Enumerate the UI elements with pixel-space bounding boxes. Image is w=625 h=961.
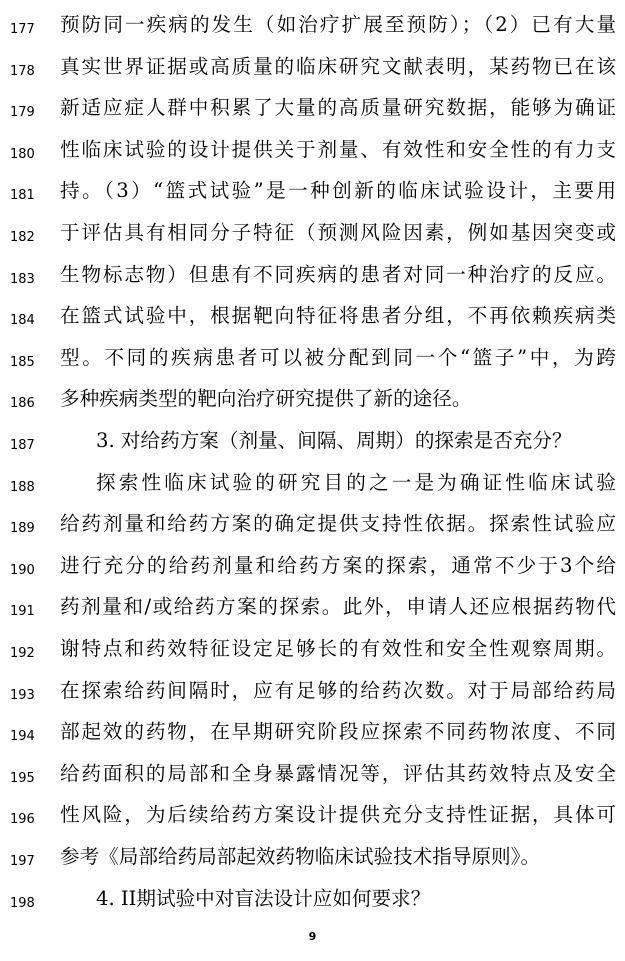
body-text: 谢特点和药效特征设定足够长的有效性和安全性观察周期。	[60, 637, 616, 660]
page-number: 9	[308, 930, 317, 943]
text-line	[0, 93, 625, 135]
body-text: 给药面积的局部和全身暴露情况等，评估其药效特点及安全	[60, 761, 616, 785]
line-number: 188	[10, 479, 35, 495]
body-text: 持。（3）“篮式试验”是一种创新的临床试验设计，主要用	[60, 179, 616, 203]
body-text: 性临床试验的设计提供关于剂量、有效性和安全性的有力支	[60, 137, 616, 161]
line-number: 192	[10, 646, 35, 661]
line-number: 184	[10, 313, 35, 329]
body-text: 生物标志物）但患有不同疾病的患者对同一种治疗的反应。	[60, 262, 616, 286]
line-number: 179	[10, 105, 35, 121]
line-number: 182	[10, 230, 35, 245]
text-line	[0, 135, 625, 177]
line-number: 190	[10, 562, 35, 578]
body-text: 参考《局部给药局部起效药物临床试验技术指导原则》。	[60, 845, 541, 868]
text-line	[0, 551, 625, 593]
text-line	[0, 301, 625, 343]
body-text: 性风险，为后续给药方案设计提供充分支持性证据，具体可	[60, 803, 616, 827]
body-text: 多种疾病类型的靶向治疗研究提供了新的途径。	[60, 387, 472, 411]
line-number: 187	[10, 438, 35, 453]
line-number: 197	[10, 854, 35, 869]
body-text: 新适应症人群中积累了大量的高质量研究数据，能够为确证	[60, 96, 616, 120]
text-line	[0, 52, 625, 94]
text-line	[0, 884, 625, 926]
line-number: 189	[10, 521, 35, 537]
text-line	[0, 509, 625, 551]
text-line	[0, 676, 625, 718]
line-number: 194	[10, 729, 35, 745]
body-text: 预防同一疾病的发生（如治疗扩展至预防）；（2）已有大量	[60, 13, 616, 36]
line-number: 181	[10, 188, 35, 204]
body-text: 进行充分的给药剂量和给药方案的探索，通常不少于3个给	[60, 553, 616, 577]
body-text: 于评估具有相同分子特征（预测风险因素，例如基因突变或	[60, 221, 616, 244]
text-line	[0, 468, 625, 510]
text-line	[0, 759, 625, 801]
text-line	[0, 343, 625, 385]
section-heading: 4. II期试验中对盲法设计应如何要求？	[96, 886, 431, 910]
body-text: 型。不同的疾病患者可以被分配到同一个“篮子”中，为跨	[60, 345, 616, 369]
text-line	[0, 800, 625, 842]
text-line	[0, 592, 625, 634]
text-line	[0, 717, 625, 759]
text-line	[0, 10, 625, 52]
line-number: 186	[10, 396, 35, 412]
text-line	[0, 426, 625, 468]
line-number: 191	[10, 604, 35, 620]
body-text: 给药剂量和给药方案的确定提供支持性依据。探索性试验应	[60, 512, 616, 536]
body-text: 真实世界证据或高质量的临床研究文献表明，某药物已在该	[60, 54, 616, 78]
body-text: 部起效的药物，在早期研究阶段应探索不同药物浓度、不同	[60, 720, 616, 744]
line-number: 177	[10, 22, 35, 37]
text-line	[0, 384, 625, 426]
section-heading: 3. 对给药方案（剂量、间隔、周期）的探索是否充分？	[96, 429, 572, 452]
line-number: 195	[10, 770, 35, 786]
body-text: 药剂量和/或给药方案的探索。此外，申请人还应根据药物代	[60, 595, 616, 619]
text-line	[0, 176, 625, 218]
line-number: 183	[10, 271, 35, 287]
body-text: 探索性临床试验的研究目的之一是为确证性临床试验	[96, 470, 616, 494]
line-number: 193	[10, 687, 35, 703]
text-line	[0, 842, 625, 884]
line-number: 180	[10, 146, 35, 162]
line-number: 196	[10, 812, 35, 828]
text-line	[0, 634, 625, 676]
line-number: 185	[10, 354, 35, 370]
body-text: 在篮式试验中，根据靶向特征将患者分组，不再依赖疾病类	[60, 304, 616, 328]
line-number: 198	[10, 895, 35, 911]
line-number: 178	[10, 63, 35, 79]
text-line	[0, 260, 625, 302]
text-line	[0, 218, 625, 260]
body-text: 在探索给药间隔时，应有足够的给药次数。对于局部给药局	[60, 678, 616, 702]
